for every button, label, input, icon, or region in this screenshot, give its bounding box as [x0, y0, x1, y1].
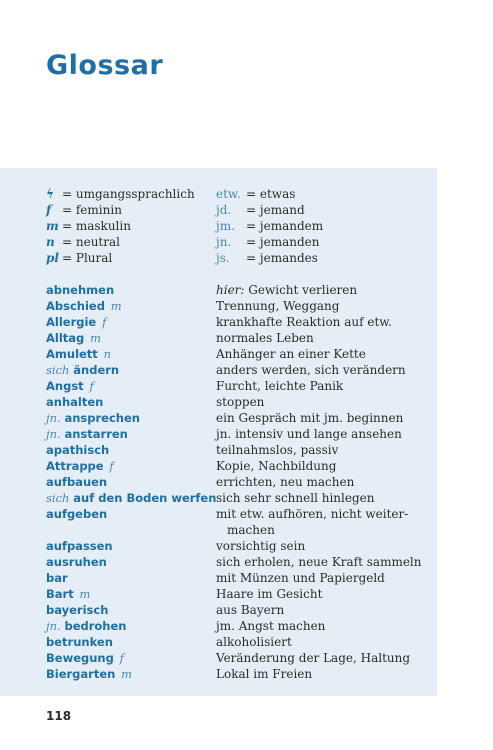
glossary-entry — [46, 506, 426, 538]
legend-right — [216, 186, 295, 202]
legend-row — [46, 186, 426, 202]
entry-headword — [46, 394, 103, 410]
entry-definition — [216, 330, 426, 346]
glossary-entry — [46, 570, 426, 586]
legend-right — [216, 250, 318, 266]
entry-definition — [216, 618, 426, 634]
entry-definition — [216, 570, 426, 586]
entry-definition-text: vorsichtig sein — [216, 539, 306, 553]
entry-definition — [216, 666, 426, 682]
entry-definition — [216, 282, 426, 298]
entry-definition-text: Haare im Gesicht — [216, 587, 323, 601]
entry-gender: f — [119, 651, 124, 665]
entry-headword — [46, 458, 114, 474]
glossary-entry — [46, 314, 426, 330]
entry-headword — [46, 602, 108, 618]
entry-gender: f — [89, 379, 94, 393]
legend-left — [46, 250, 112, 266]
entry-term: Biergarten — [46, 667, 116, 681]
entry-term: abnehmen — [46, 283, 115, 297]
entry-headword — [46, 618, 126, 634]
legend-symbol: n — [46, 235, 55, 249]
legend-row — [46, 218, 426, 234]
entry-definition-text: Lokal im Freien — [216, 667, 313, 681]
entry-headword — [46, 506, 107, 522]
entry-gender: m — [110, 299, 122, 313]
entry-term: Allergie — [46, 315, 97, 329]
entry-prefix: sich — [46, 363, 70, 377]
entry-definition-text: sich erholen, neue Kraft sammeln — [216, 555, 422, 569]
legend-symbol: m — [46, 219, 59, 233]
entry-prefix: sich — [46, 491, 70, 505]
entry-definition-text: Gewicht verlieren — [248, 283, 358, 297]
entry-term: Angst — [46, 379, 84, 393]
entry-definition — [216, 426, 426, 442]
glossary-entry — [46, 490, 426, 506]
legend-row — [46, 234, 426, 250]
entry-headword — [46, 666, 132, 682]
entry-headword — [46, 298, 122, 314]
entry-definition-text: Veränderung der Lage, Haltung — [216, 651, 411, 665]
entry-definition-text: teilnahmslos, passiv — [216, 443, 339, 457]
legend-row — [46, 202, 426, 218]
glossary-entry — [46, 554, 426, 570]
legend-meaning: = etwas — [246, 187, 296, 201]
glossary-entry — [46, 330, 426, 346]
entry-term: Alltag — [46, 331, 85, 345]
abbreviation-legend — [46, 186, 426, 266]
legend-meaning: = umgangssprachlich — [62, 187, 195, 201]
entry-term: Bart — [46, 587, 74, 601]
entry-definition — [216, 474, 426, 490]
entry-term: aufbauen — [46, 475, 108, 489]
entry-headword — [46, 426, 128, 442]
legend-meaning: = maskulin — [62, 219, 131, 233]
page-number: 118 — [46, 709, 72, 723]
legend-meaning: = neutral — [62, 235, 120, 249]
glossary-entry — [46, 282, 426, 298]
entry-definition-text: Furcht, leichte Panik — [216, 379, 344, 393]
entry-gender: f — [109, 459, 114, 473]
entry-definition-text: stoppen — [216, 395, 265, 409]
legend-right — [216, 234, 319, 250]
page-title: Glossar — [46, 50, 164, 81]
entry-headword — [46, 490, 216, 506]
entry-prefix: jn. — [46, 411, 61, 425]
entry-definition — [216, 442, 426, 458]
entry-headword — [46, 634, 113, 650]
entry-definition-text: Kopie, Nachbildung — [216, 459, 337, 473]
entry-term: bayerisch — [46, 603, 109, 617]
entry-definition-text: krankhafte Reaktion auf etw. — [216, 315, 392, 329]
entry-definition — [216, 362, 426, 378]
entry-headword — [46, 650, 124, 666]
entry-gender: m — [121, 667, 133, 681]
entry-gender: f — [102, 315, 107, 329]
entry-headword — [46, 474, 107, 490]
legend-left — [46, 234, 120, 250]
entry-definition-text: jm. Angst machen — [216, 619, 326, 633]
entry-definition — [216, 458, 426, 474]
glossary-entry — [46, 538, 426, 554]
glossary-entry — [46, 666, 426, 682]
entry-gender: m — [90, 331, 102, 345]
glossary-entry — [46, 362, 426, 378]
glossary-entry — [46, 634, 426, 650]
glossary-entry — [46, 378, 426, 394]
entry-definition — [216, 298, 426, 314]
entry-definition-text: errichten, neu machen — [216, 475, 355, 489]
entry-term: apathisch — [46, 443, 110, 457]
legend-meaning: = jemandem — [246, 219, 324, 233]
entry-headword — [46, 282, 114, 298]
legend-abbreviation: etw. — [216, 187, 241, 201]
glossary-entry — [46, 426, 426, 442]
entry-term: bedrohen — [64, 619, 127, 633]
entry-definition — [216, 378, 426, 394]
entry-term: ändern — [73, 363, 120, 377]
entry-headword — [46, 410, 140, 426]
entry-headword — [46, 586, 90, 602]
entry-definition — [216, 346, 426, 362]
entry-definition-text: mit etw. aufhören, nicht weiter- — [216, 507, 409, 521]
glossary-entry — [46, 474, 426, 490]
glossary-entry — [46, 602, 426, 618]
entry-headword — [46, 314, 106, 330]
entry-headword — [46, 378, 94, 394]
entry-headword — [46, 570, 68, 586]
glossary-entry — [46, 650, 426, 666]
legend-left — [46, 202, 122, 218]
glossary-entry — [46, 394, 426, 410]
entry-definition-text: mit Münzen und Papiergeld — [216, 571, 385, 585]
legend-right — [216, 202, 305, 218]
entry-hint: hier: — [216, 283, 245, 297]
legend-left — [46, 218, 131, 234]
entry-definition-text: Trennung, Weggang — [216, 299, 340, 313]
legend-abbreviation: js. — [216, 251, 230, 265]
legend-symbol: f — [46, 203, 52, 217]
entry-term: ausruhen — [46, 555, 107, 569]
entry-definition-text: normales Leben — [216, 331, 314, 345]
glossary-list — [46, 282, 426, 682]
entry-term: aufgeben — [46, 507, 108, 521]
entry-prefix: jn. — [46, 427, 61, 441]
entry-term: bar — [46, 571, 68, 585]
entry-term: betrunken — [46, 635, 113, 649]
legend-meaning: = jemandes — [246, 251, 318, 265]
glossary-entry — [46, 586, 426, 602]
entry-definition — [216, 634, 426, 650]
entry-definition-text: sich sehr schnell hinlegen — [216, 491, 375, 505]
legend-symbol: ϟ — [46, 187, 54, 201]
entry-prefix: jn. — [46, 619, 61, 633]
legend-meaning: = Plural — [62, 251, 113, 265]
entry-definition — [216, 506, 426, 538]
entry-definition — [216, 410, 426, 426]
entry-headword — [46, 442, 109, 458]
entry-definition-text: jn. intensiv und lange ansehen — [216, 427, 402, 441]
entry-term: anhalten — [46, 395, 104, 409]
legend-row — [46, 250, 426, 266]
entry-definition — [216, 650, 426, 666]
entry-definition — [216, 554, 426, 570]
legend-symbol: pl — [46, 251, 59, 265]
entry-headword — [46, 346, 111, 362]
glossary-entry — [46, 618, 426, 634]
glossary-entry — [46, 346, 426, 362]
legend-meaning: = jemand — [246, 203, 305, 217]
legend-right — [216, 218, 323, 234]
legend-abbreviation: jn. — [216, 235, 232, 249]
entry-definition — [216, 586, 426, 602]
entry-term: Abschied — [46, 299, 105, 313]
glossary-entry — [46, 458, 426, 474]
entry-definition-text: anders werden, sich verändern — [216, 363, 406, 377]
legend-meaning: = feminin — [62, 203, 122, 217]
entry-term: Amulett — [46, 347, 98, 361]
entry-headword — [46, 362, 119, 378]
glossary-entry — [46, 410, 426, 426]
entry-gender: m — [79, 587, 91, 601]
entry-gender: n — [103, 347, 112, 361]
entry-term: auf den Boden werfen — [73, 491, 217, 505]
entry-definition — [216, 490, 426, 506]
entry-definition — [216, 602, 426, 618]
entry-term: Attrappe — [46, 459, 104, 473]
legend-meaning: = jemanden — [246, 235, 320, 249]
entry-headword — [46, 554, 107, 570]
legend-left — [46, 186, 195, 202]
legend-abbreviation: jm. — [216, 219, 235, 233]
entry-definition — [216, 538, 426, 554]
legend-abbreviation: jd. — [216, 203, 232, 217]
entry-term: Bewegung — [46, 651, 114, 665]
entry-definition-text: ein Gespräch mit jm. beginnen — [216, 411, 404, 425]
entry-definition — [216, 314, 426, 330]
entry-definition-text: alkoholisiert — [216, 635, 292, 649]
entry-definition — [216, 394, 426, 410]
glossary-entry — [46, 298, 426, 314]
entry-headword — [46, 538, 113, 554]
entry-definition-text: Anhänger an einer Kette — [216, 347, 366, 361]
entry-term: ansprechen — [64, 411, 140, 425]
entry-definition-continuation: machen — [227, 523, 275, 537]
glossary-entry — [46, 442, 426, 458]
entry-term: aufpassen — [46, 539, 113, 553]
entry-definition-text: aus Bayern — [216, 603, 285, 617]
entry-headword — [46, 330, 101, 346]
entry-term: anstarren — [64, 427, 128, 441]
